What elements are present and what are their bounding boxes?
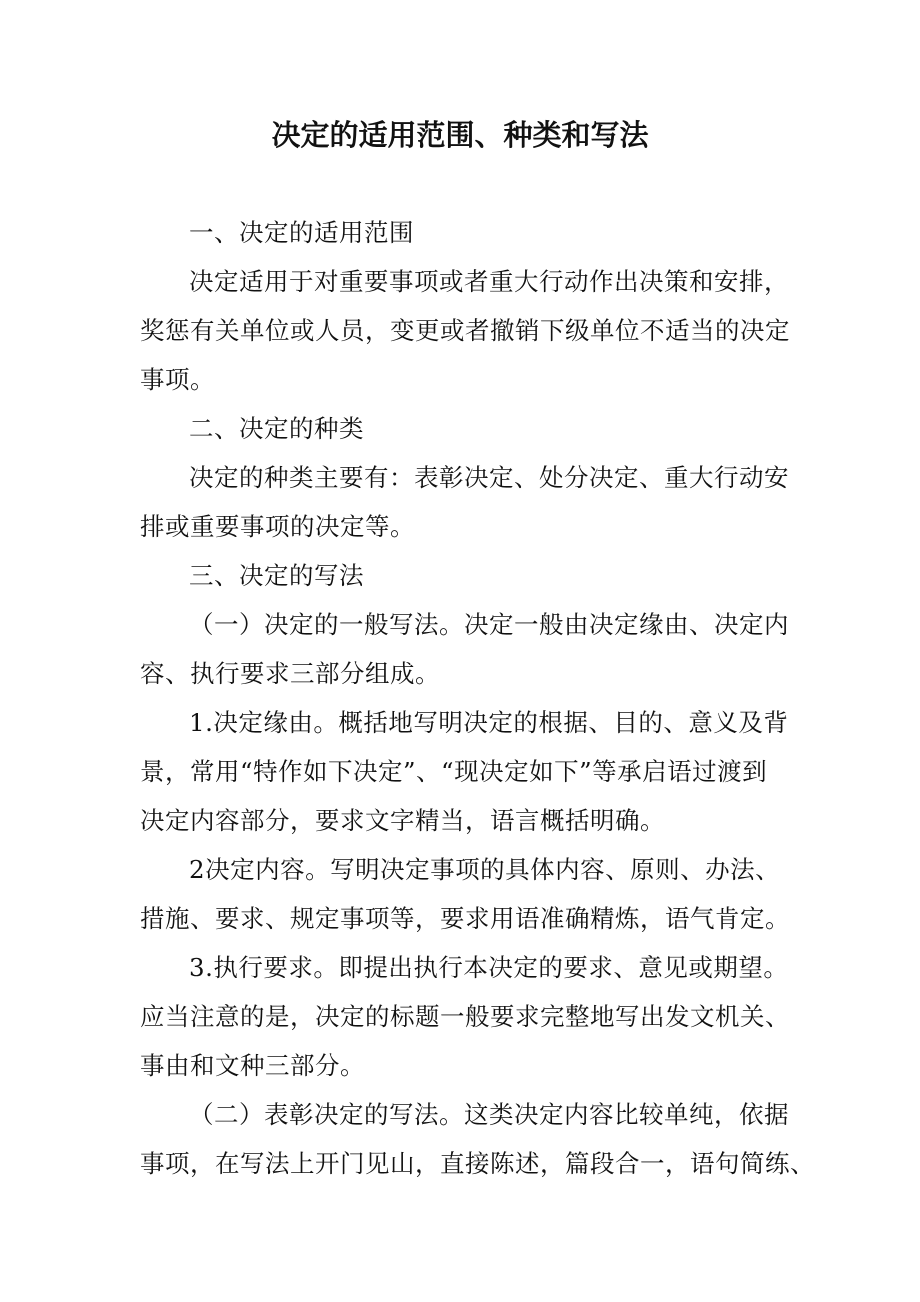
paragraph-line: 事项。 — [140, 365, 215, 394]
section-heading-types: 二、决定的种类 — [189, 414, 364, 443]
paragraph-line: 排或重要事项的决定等。 — [140, 512, 415, 541]
paragraph-line: 应当注意的是，决定的标题一般要求完整地写出发文机关、 — [140, 1002, 790, 1031]
paragraph-line: 决定的种类主要有：表彰决定、处分决定、重大行动安 — [189, 463, 789, 492]
document-title: 决定的适用范围、种类和写法 — [271, 118, 649, 152]
paragraph-line: 措施、要求、规定事项等，要求用语准确精炼，语气肯定。 — [140, 904, 790, 933]
paragraph-line: 事项，在写法上开门见山，直接陈述，篇段合一，语句简练、 — [140, 1149, 815, 1178]
paragraph-line: （二）表彰决定的写法。这类决定内容比较单纯，依据 — [189, 1100, 789, 1129]
paragraph-line: 决定内容部分，要求文字精当，语言概括明确。 — [140, 806, 665, 835]
paragraph-line: 3.执行要求。即提出执行本决定的要求、意见或期望。 — [189, 953, 789, 982]
paragraph-line: 2决定内容。写明决定事项的具体内容、原则、办法、 — [189, 855, 781, 884]
paragraph-line: （一）决定的一般写法。决定一般由决定缘由、决定内 — [189, 610, 789, 639]
paragraph-line: 事由和文种三部分。 — [140, 1051, 365, 1080]
paragraph-line: 容、执行要求三部分组成。 — [140, 659, 440, 688]
section-heading-scope: 一、决定的适用范围 — [189, 218, 414, 247]
paragraph-line: 决定适用于对重要事项或者重大行动作出决策和安排， — [189, 267, 789, 296]
paragraph-line: 1.决定缘由。概括地写明决定的根据、目的、意义及背 — [189, 708, 789, 737]
paragraph-line: 景，常用“特作如下决定”、“现决定如下”等承启语过渡到 — [140, 757, 768, 786]
paragraph-line: 奖惩有关单位或人员，变更或者撤销下级单位不适当的决定 — [140, 316, 790, 345]
section-heading-writing: 三、决定的写法 — [189, 561, 364, 590]
